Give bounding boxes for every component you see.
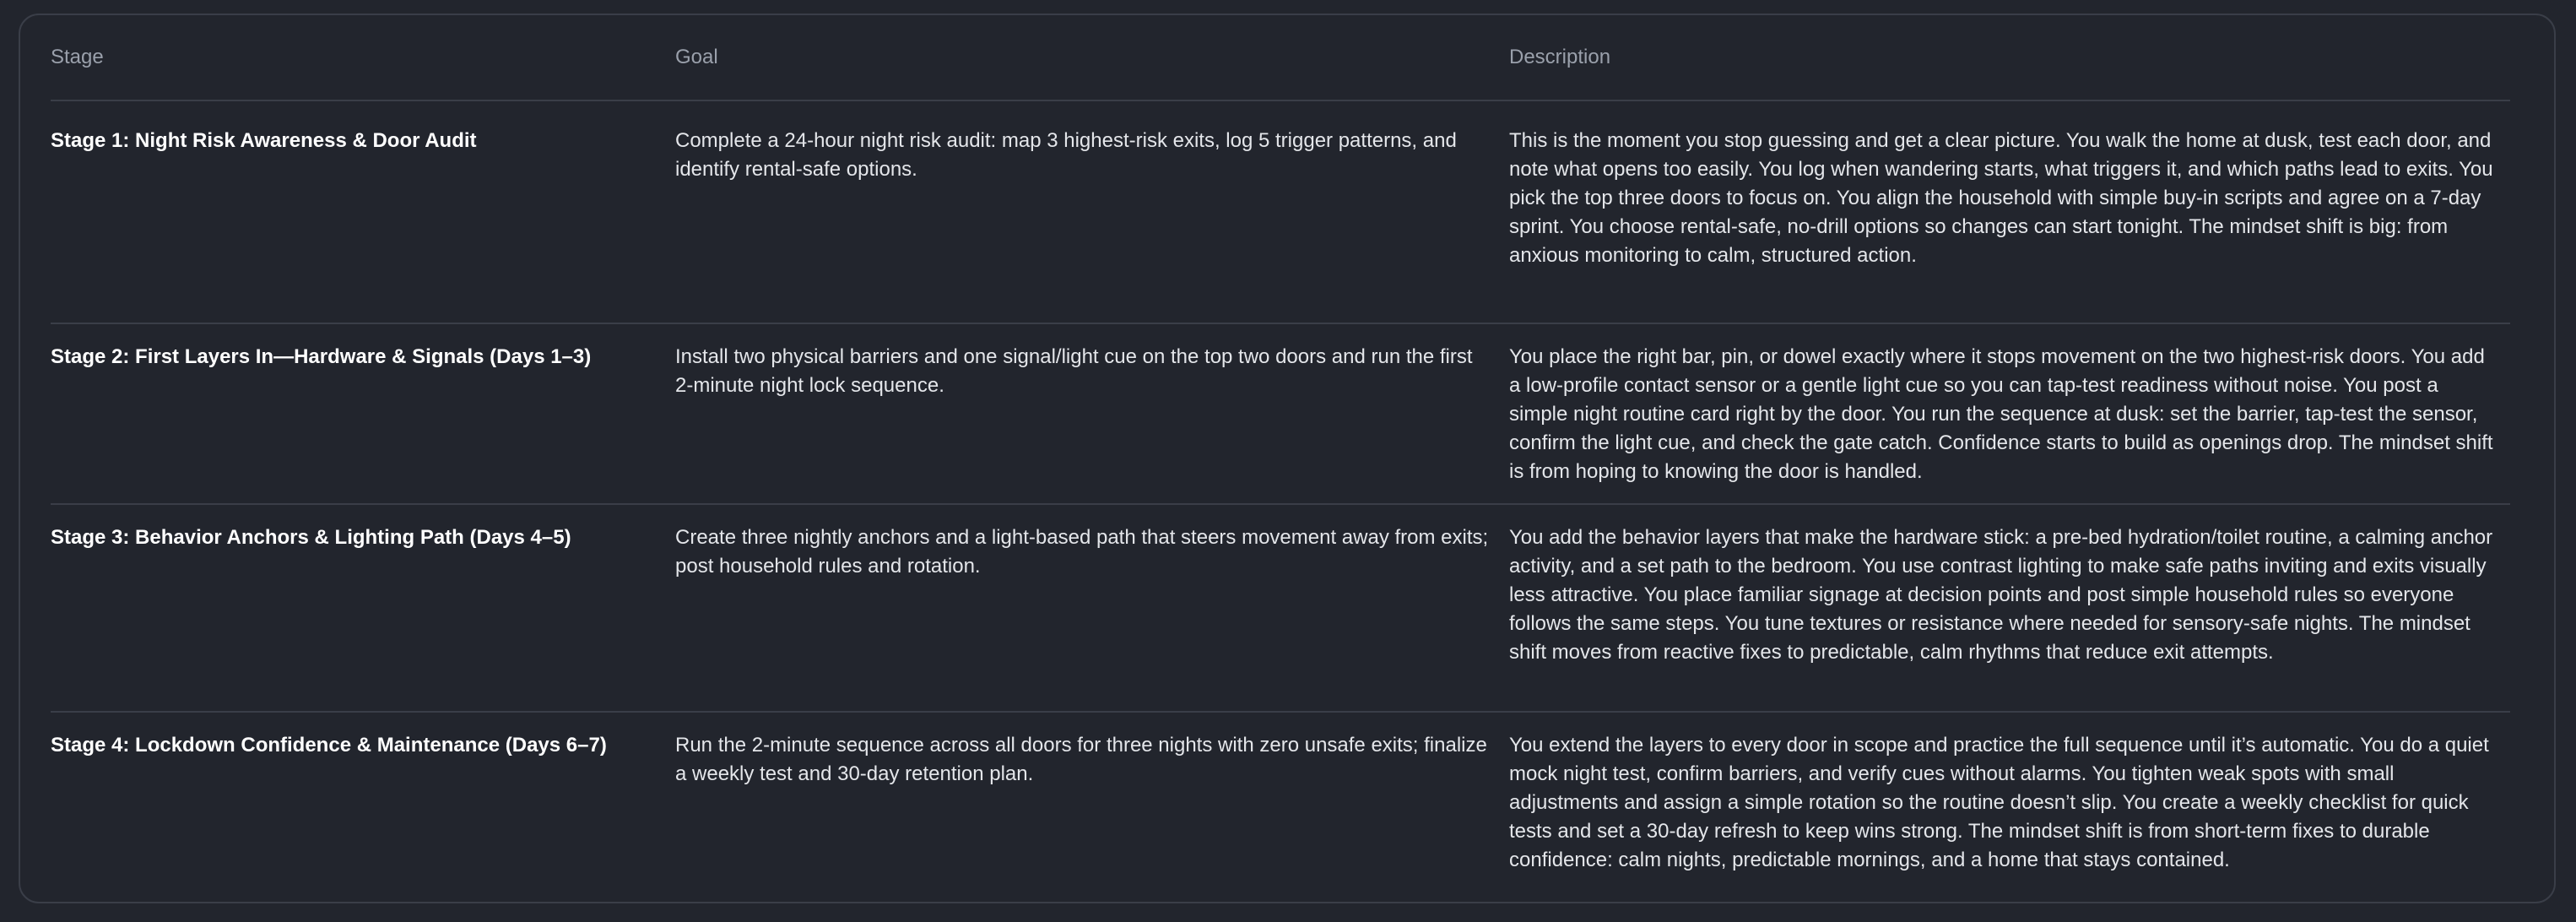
column-header-stage: Stage — [51, 46, 104, 68]
stage-cell: Stage 4: Lockdown Confidence & Maintenance (Days 6–7) — [51, 734, 607, 757]
goal-cell: Complete a 24-hour night risk audit: map 3 highest-risk exits, log 5 trigger patterns, and identify rental-safe options. — [675, 129, 1457, 181]
table-panel — [19, 14, 2556, 903]
goal-cell: Run the 2-minute sequence across all doors for three nights with zero unsafe exits; finalize a weekly test and 30-day retention plan. — [675, 734, 1487, 785]
goal-cell: Create three nightly anchors and a light-based path that steers movement away from exits; post household rules and rotation. — [675, 526, 1489, 578]
table-row — [51, 713, 2510, 922]
stage-cell: Stage 3: Behavior Anchors & Lighting Path (Days 4–5) — [51, 526, 571, 549]
stage-cell: Stage 1: Night Risk Awareness & Door Audit — [51, 129, 477, 152]
column-header-goal: Goal — [675, 46, 718, 68]
table-row — [51, 101, 2510, 324]
stage-cell: Stage 2: First Layers In—Hardware & Signals (Days 1–3) — [51, 345, 592, 368]
goal-cell: Install two physical barriers and one signal/light cue on the top two doors and run the first 2-minute night lock sequence. — [675, 345, 1473, 397]
description-cell: You extend the layers to every door in scope and practice the full sequence until it’s automatic. You do a quiet mock night test, confirm barriers, and verify cues without alarms. You tighten weak spots with small adjustments and assign a simple rotation so the routine doesn’t slip. You create a weekly checklist for quick tests and set a 30-day refresh to keep wins strong. The mindset shift is from short-term fixes to durable confidence: calm nights, predictable mornings, and a home that stays contained. — [1509, 734, 2489, 871]
table-row — [51, 324, 2510, 505]
description-cell: This is the moment you stop guessing and get a clear picture. You walk the home at dusk, test each door, and note what opens too easily. You log when wandering starts, what triggers it, and which paths lead to exits. You pick the top three doors to focus on. You align the household with simple buy-in scripts and agree on a 7-day sprint. You choose rental-safe, no-drill options so changes can start tonight. The mindset shift is big: from anxious monitoring to calm, structured action. — [1509, 129, 2493, 267]
column-header-description: Description — [1509, 46, 1611, 68]
table-header-row — [51, 15, 2510, 101]
stages-table — [51, 15, 2510, 922]
table-row — [51, 505, 2510, 713]
description-cell: You add the behavior layers that make the hardware stick: a pre-bed hydration/toilet routine, a calming anchor activity, and a set path to the bedroom. You use contrast lighting to make safe paths inviting and exits visually less attractive. You place familiar signage at decision points and post simple household rules so everyone follows the same steps. You tune textures or resistance where needed for sensory-safe nights. The mindset shift moves from reactive fixes to predictable, calm rhythms that reduce exit attempts. — [1509, 526, 2493, 664]
description-cell: You place the right bar, pin, or dowel exactly where it stops movement on the two highest-risk doors. You add a low-profile contact sensor or a gentle light cue so you can tap-test readiness without noise. You post a simple night routine card right by the door. You run the sequence at dusk: set the barrier, tap-test the sensor, confirm the light cue, and check the gate catch. Confidence starts to build as openings drop. The mindset shift is from hoping to knowing the door is handled. — [1509, 345, 2493, 483]
